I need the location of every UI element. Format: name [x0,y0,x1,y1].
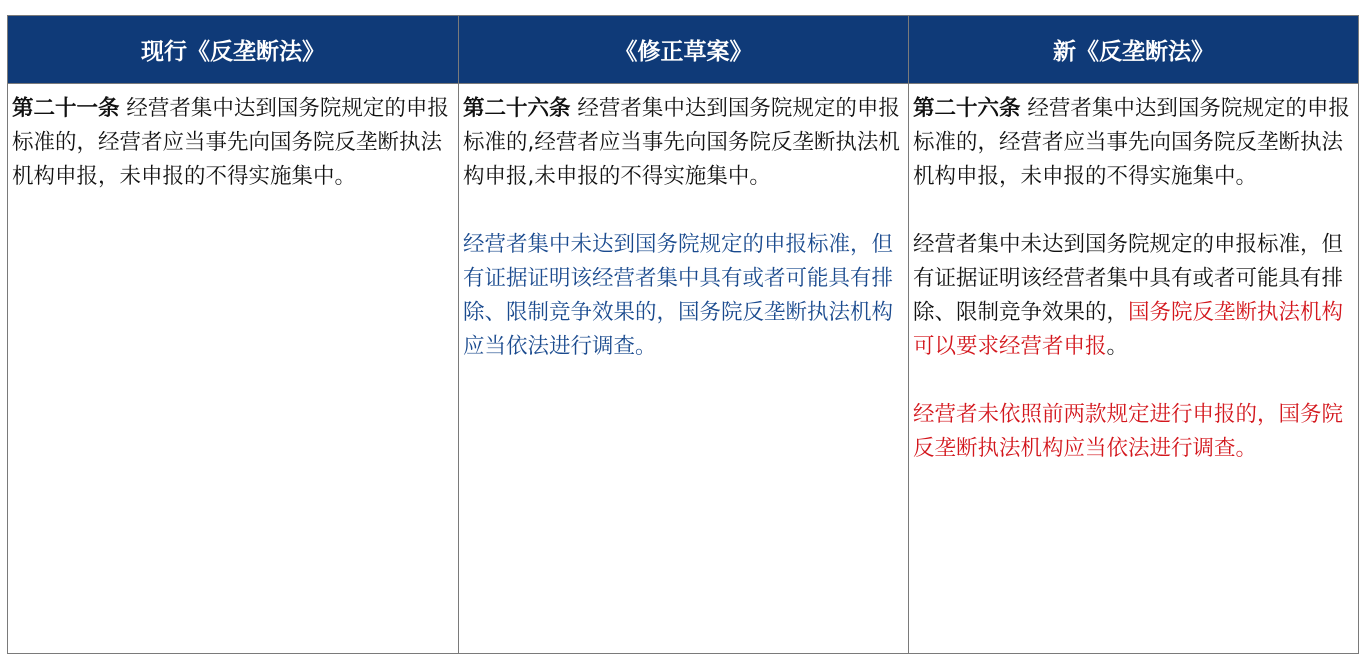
content-row [8,84,1359,654]
draft-article: 第二十六条 [463,96,571,121]
current-law-article: 第二十一条 [12,96,120,121]
new-law-cell [909,84,1359,654]
new-law-paragraph-3: 经营者未依照前两款规定进行申报的，国务院反垄断执法机构应当依法进行调查。 [913,402,1344,461]
header-draft: 《修正草案》 [459,16,909,84]
new-law-article: 第二十六条 [913,96,1021,121]
new-law-paragraph-2 [913,228,1355,364]
header-current-law: 现行《反垄断法》 [8,16,459,84]
draft-paragraph-2: 经营者集中未达到国务院规定的申报标准，但有证据证明该经营者集中具有或者可能具有排除、限制竞争效果的，国务院反垄断执法机构应当依法进行调查。 [463,232,894,359]
header-row [8,16,1359,84]
current-law-paragraph-1 [12,92,455,194]
new-law-text-2-end: 。 [1106,334,1129,359]
draft-cell [459,84,909,654]
new-law-text-2-changed: 国务院反垄断执法机构可以要求经营者申报 [913,300,1344,359]
new-law-paragraph-1 [913,92,1355,194]
draft-paragraph-1 [463,92,905,194]
draft-text-1: 经营者集中达到国务院规定的申报标准的,经营者应当事先向国务院反垄断执法机构申报,未申报的不得实施集中。 [463,96,900,189]
new-law-text-1: 经营者集中达到国务院规定的申报标准的，经营者应当事先向国务院反垄断执法机构申报，未申报的不得实施集中。 [913,96,1350,189]
header-new-law: 新《反垄断法》 [909,16,1359,84]
comparison-table [7,15,1359,654]
current-law-cell [8,84,459,654]
new-law-text-2-plain: 经营者集中未达到国务院规定的申报标准，但有证据证明该经营者集中具有或者可能具有排除、限制竞争效果的， [913,232,1344,325]
current-law-text-1: 经营者集中达到国务院规定的申报标准的，经营者应当事先向国务院反垄断执法机构申报，未申报的不得实施集中。 [12,96,449,189]
